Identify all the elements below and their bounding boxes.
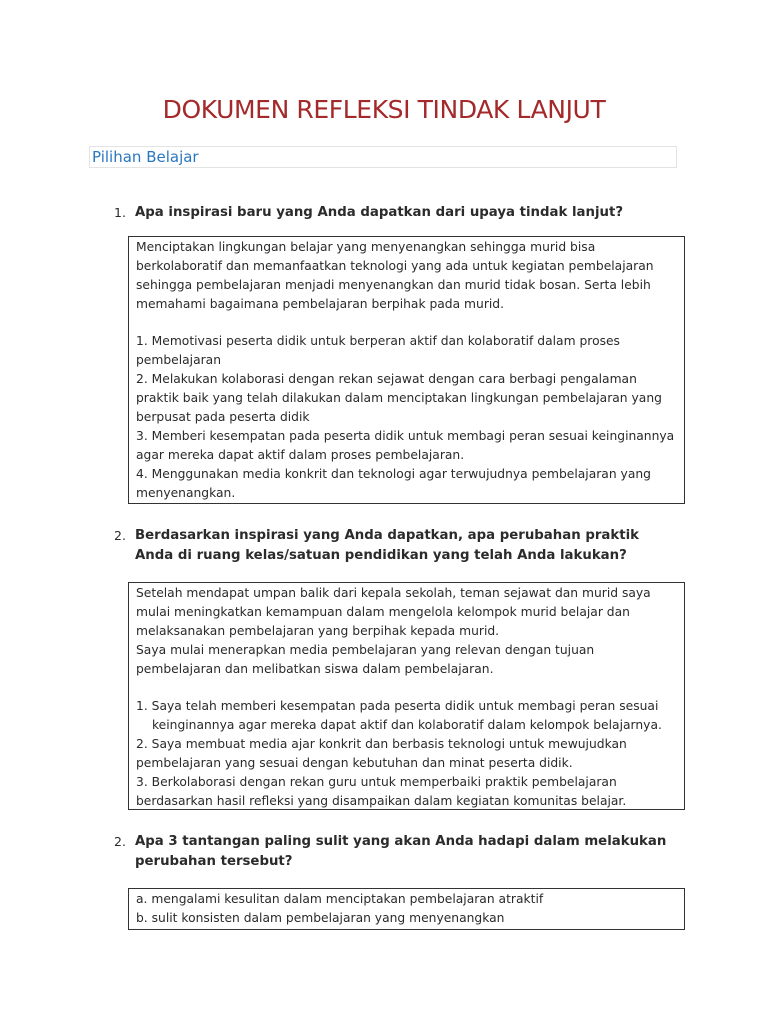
question-text: Apa inspirasi baru yang Anda dapatkan dari upaya tindak lanjut? <box>135 205 624 220</box>
answer-list-item: 1. Memotivasi peserta didik untuk berperan aktif dan kolaboratif dalam proses pembelajaran <box>136 334 620 367</box>
answer-list-item: 2. Melakukan kolaborasi dengan rekan sejawat dengan cara berbagi pengalaman praktik baik yang telah dilakukan dalam menciptakan lingkungan pembelajaran yang berpusat pada peserta didik <box>136 372 662 424</box>
question-text: Apa 3 tantangan paling sulit yang akan Anda hadapi dalam melakukan perubahan tersebut? <box>135 834 667 869</box>
question-number: 1. <box>114 205 126 220</box>
question-number: 2. <box>114 528 126 543</box>
answer-list-item: 4. Menggunakan media konkrit dan teknologi agar terwujudnya pembelajaran yang menyenangkan. <box>136 467 651 500</box>
answer-intro: Setelah mendapat umpan balik dari kepala sekolah, teman sejawat dan murid saya mulai meningkatkan kemampuan dalam mengelola kelompok murid belajar dan melaksanakan pembelajaran yang berpihak kepada murid. <box>136 586 651 638</box>
section-heading: Pilihan Belajar <box>92 148 199 166</box>
document-title: DOKUMEN REFLEKSI TINDAK LANJUT <box>162 95 606 124</box>
question-1 <box>114 203 674 223</box>
question-number: 2. <box>114 834 126 849</box>
answer-list-item: 3. Memberi kesempatan pada peserta didik untuk membagi peran sesuai keinginannya agar mereka dapat aktif dalam proses pembelajaran. <box>136 429 675 462</box>
question-text: Berdasarkan inspirasi yang Anda dapatkan, apa perubahan praktik Anda di ruang kelas/satuan pendidikan yang telah Anda lakukan? <box>135 528 639 563</box>
answer-box-3 <box>128 888 685 930</box>
answer-intro-2: Saya mulai menerapkan media pembelajaran yang relevan dengan tujuan pembelajaran dan melibatkan siswa dalam pembelajaran. <box>136 643 595 676</box>
answer-list-item: 3. Berkolaborasi dengan rekan guru untuk memperbaiki praktik pembelajaran berdasarkan hasil refleksi yang disampaikan dalam kegiatan komunitas belajar. <box>136 775 627 808</box>
answer-list-item: a. mengalami kesulitan dalam menciptakan pembelajaran atraktif <box>136 892 544 906</box>
answer-list-item: 1. Saya telah memberi kesempatan pada peserta didik untuk membagi peran sesuai keinginannya agar mereka dapat aktif dan kolaboratif dalam kelompok belajarnya. <box>136 699 662 732</box>
question-2 <box>114 526 674 566</box>
question-3 <box>114 832 674 872</box>
answer-list-item: b. sulit konsisten dalam pembelajaran yang menyenangkan <box>136 911 505 925</box>
answer-box-1 <box>128 236 685 504</box>
section-heading-box <box>89 146 677 168</box>
answer-intro: Menciptakan lingkungan belajar yang menyenangkan sehingga murid bisa berkolaboratif dan memanfaatkan teknologi yang ada untuk kegiatan pembelajaran sehingga pembelajaran menjadi menyenangkan dan murid tidak bosan. Serta lebih memahami bagaimana pembelajaran berpihak pada murid. <box>136 240 654 311</box>
answer-list-item: 2. Saya membuat media ajar konkrit dan berbasis teknologi untuk mewujudkan pembelajaran yang sesuai dengan kebutuhan dan minat peserta didik. <box>136 737 627 770</box>
answer-box-2 <box>128 582 685 810</box>
